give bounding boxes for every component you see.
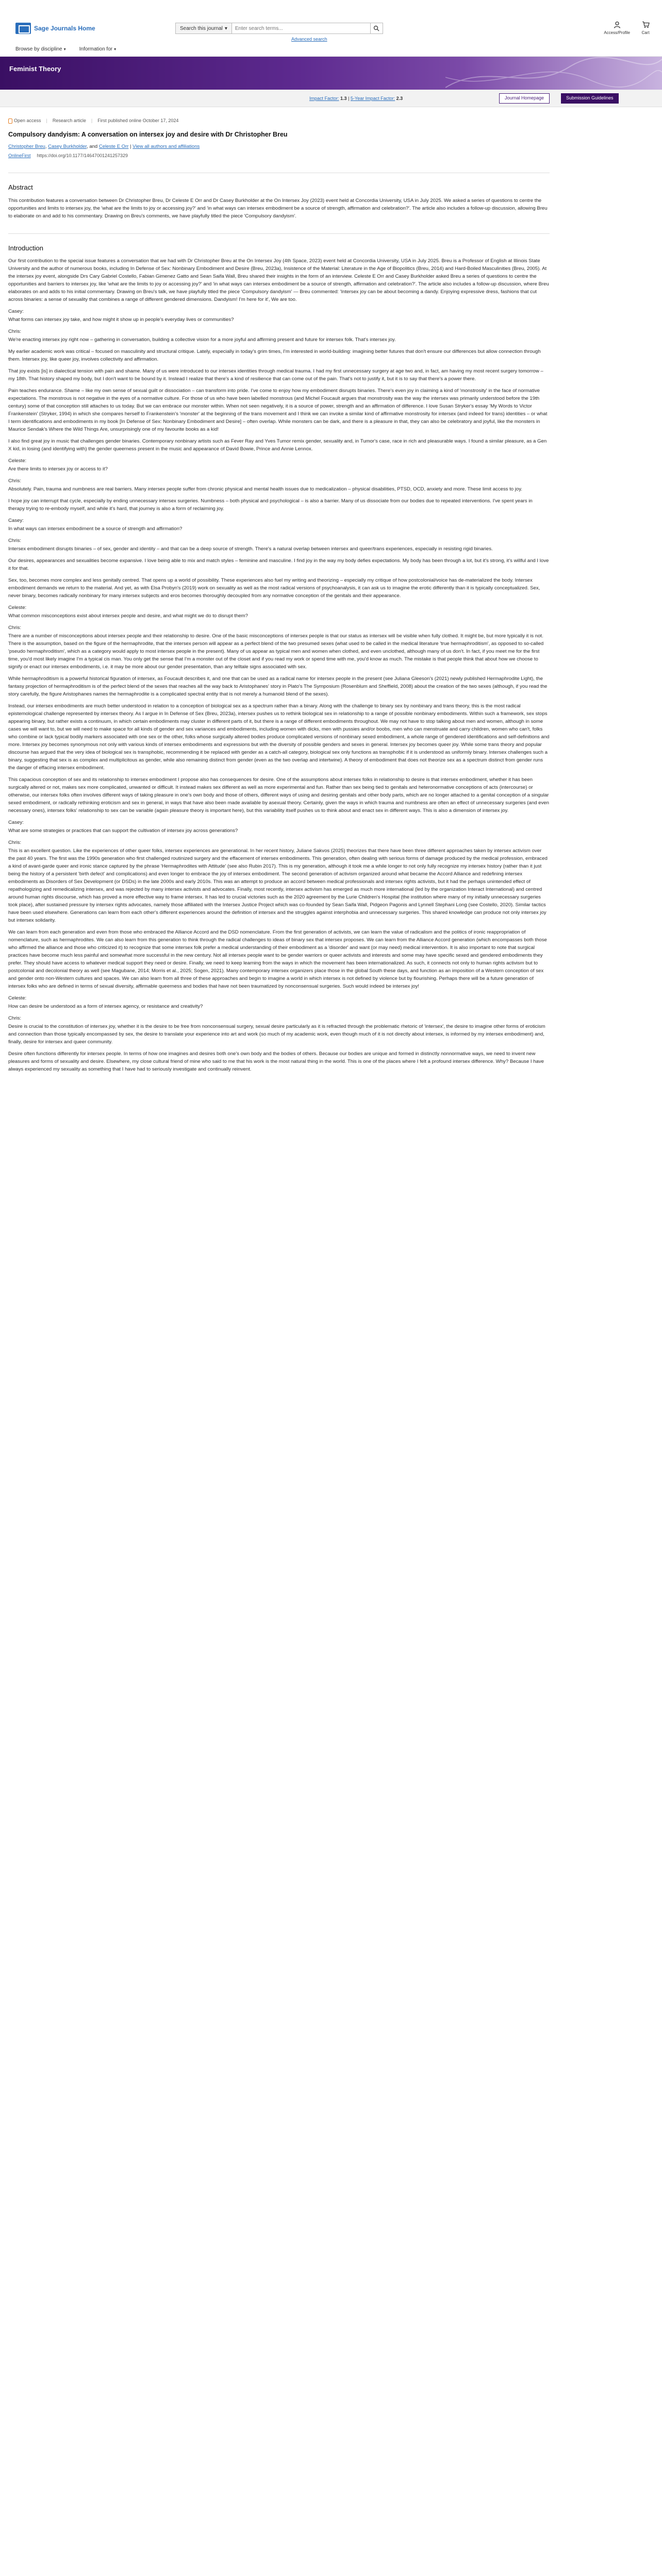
banner-decoration bbox=[445, 57, 662, 90]
cart-icon bbox=[641, 21, 650, 29]
conversation-paragraph: There are a number of misconceptions about intersex people and their relationship to desire. One of the basic misconceptions of intersex people is that our status as intersex will be visible when fully clothed. It might be, but more typically it is not. There is the assumption, based on the figure of the hermaphrodite, that the intersex person will appear as a perfect blend of the two presumed sexes (what used to be called in the medical literature 'true hermaphroditism', as opposed to so-called 'pseudo hermaphroditism', which as a category would apply to most intersex people in the present). Many of us appear as typical men and women when clothed, and even unclothed, although many of us don't. In fact, if you meet me for the first time, you'd most likely imagine I'm a typical cis man. You only get the sense that I'm a monster out of the closet and if you read my work or spend time with me, you'd know as much. The mistake is that people think that about how we choose to signify or enact our intersex embodiments, i.e. it may be more about our gender presentation, than any telltale signs associated with sex. bbox=[8, 633, 544, 670]
conversation-paragraph: Pain teaches endurance. Shame – like my own sense of sexual guilt or dissociation – can transform into pride. I've come to enjoy how my embodiment disrupts binaries. There's even joy in claiming a kind of 'monstrosity' in the face of normative expectations. The monstrous is not negative in the eyes of a normative culture. For those of us who have been labelled monstrous (and Michel Foucault argues that monstrosity was the way the intersex was primarily understood before the 19th century) some of that conception still attaches to us today. But we can embrace our monster within. When not seen negatively, it is a source of power, strength and an affirmation of difference. I love Susan Stryker's essay 'My Words to Victor Frankenstein' (Stryker, 1994) in which she compares herself to Frankenstein's 'monster' at the beginning of the trans movement and I think we can invoke a similar kind of affirmative monstrosity for intersex (and indeed for trans) identities – or what I term identifications and embodiments in my book [In Defense of Sex: Nonbinary Embodiment and Desire] – often overlap. While monsters can be dark, and there is a pleasure in that, they can also be celebratory and joyful, like the monsters in Maurice Sendak's Where the Wild Things Are, unsurprisingly one of my favourite books as a kid! bbox=[8, 388, 548, 432]
speaker-label: Casey: bbox=[8, 820, 24, 825]
conversation-paragraph: I also find great joy in music that challenges gender binaries. Contemporary nonbinary artists such as Fever Ray and Yves Tumor remix gender, sexuality and, in Tumor's case, race in rich and pleasurable ways. I found a similar pleasure, as a Gen X kid, in losing (and identifying with) the gender queerness present in the music and appearance of David Bowie, Prince and Annie Lennox. bbox=[8, 438, 547, 452]
impact-factor-label[interactable]: Impact Factor: bbox=[309, 96, 339, 101]
user-icon bbox=[613, 21, 621, 29]
conversation-paragraph: We can learn from each generation and even from those who embraced the Alliance Accord and the DSD nomenclature. From the first generation of activists, we can learn the value of radicalism and the politics of ironic reappropriation of nomenclature, such as hermaphrodites. We can also learn from this generation to think through the radical challenges to ideas of binary sex that intersex proposes. We can learn from the Alliance Accord generation (which encompasses both those who affirmed the alliance and those who criticized it) to recognize that some intersex folk prefer a medical understanding of their embodiment as a 'disorder' and want (or may need) medical intervention. It is also important to note that surgical practices have become much less painful and somewhat more successful in the new century. Not all intersex people want to be gender warriors or queer activists and interests and some may have specific sexed and gendered embodiments they prefer. They should have access to whatever medical support they need or desire. Finally, we need to keep learning from the ways in which the movement has been internationalized. As such, it connects not only to human rights activism but to postcolonial and decolonial theory as well (see Magubane, 2014; Morris et al., 2025; Sogen, 2021). Many contemporary intersex organizers place those in the global South these days, and function as an imposition of a Western conception of sex and gender onto non-Western cultures and spaces. We can also learn from all three of these approaches and begin to imagine a world in which intersex is not defined by violence but by flourishing. Perhaps there will be a future generation of intersex folks who are defined in terms of sexual diversity, affirmable queerness and bodies that have not been traumatized by nonconsensual surgeries. Such would indeed be intersex joy! bbox=[8, 929, 547, 989]
advanced-search-link[interactable]: Advanced search bbox=[291, 37, 327, 42]
author-link[interactable]: Casey Burkholder bbox=[48, 144, 87, 150]
search-scope-select[interactable] bbox=[175, 23, 231, 34]
conversation-paragraph: I hope joy can interrupt that cycle, especially by ending unnecessary intersex surgeries. Numbness – both physical and psychological – is also a barrier. Many of us dissociate from our bodies due to repeated interventions. I've spent years in therapy trying to re-embody myself, and while it's hard, that journey is also a form of reclaiming joy. bbox=[8, 498, 533, 512]
conversation-paragraph: While hermaphroditism is a powerful historical figuration of intersex, as Foucault describes it, and one that can be used as a radical name for intersex people in the present (see Juliana Gleeson's (2021) newly published Hermaphrodite Light), the fantasy projection of hermaphroditism is of the perfect blend of the sexes that reaches all the way back to Aristophanes' story in Plato's The Symposium (Rosenblum and Sheffield, 2008) about the creation of the two sexes (although, if you read the story carefully, the figure Aristophanes names the hermaphrodite is a complicated spectral entity that is not merely a humanoid blend of the sexes). bbox=[8, 676, 548, 697]
open-access-badge: Open access bbox=[8, 117, 41, 125]
conversation-paragraph: Sex, too, becomes more complex and less genitally centred. That opens up a world of possibility. These experiences also fuel my writing and theorizing – especially my critique of how postcolonial/voice has de-materialized the body. Intersex embodiment demands we return to the material. And yet, as with Elsa Probyn's (2019) work on sexuality as well as the most radical versions of psychoanalysis, it can ask us to imagine the erotic differently than it is typically conceptualized. Sex, never binary, becomes radically nonbinary for many intersex subjects and eros becomes thoroughly decoupled from any normative conception of the genitals and their appearance. bbox=[8, 578, 540, 599]
conversation-paragraph: What common misconceptions exist about intersex people and desire, and what might we do to disrupt them? bbox=[8, 613, 249, 619]
conversation-paragraph: Are there limits to intersex joy or access to it? bbox=[8, 466, 108, 472]
chevron-down-icon: ▾ bbox=[224, 25, 227, 31]
published-date: First published online October 17, 2024 bbox=[97, 118, 179, 123]
logo-text: Sage Journals Home bbox=[34, 25, 95, 32]
speaker-label: Chris: bbox=[8, 625, 22, 631]
speaker-label: Celeste: bbox=[8, 995, 27, 1001]
doi-line bbox=[8, 152, 550, 160]
five-year-impact-value: 2.3 bbox=[396, 96, 403, 101]
abstract-section bbox=[8, 182, 550, 220]
conversation-paragraph: What forms can intersex joy take, and how might it show up in people's everyday lives or communities? bbox=[8, 317, 234, 323]
author-link[interactable]: Celeste E Orr bbox=[98, 144, 129, 150]
conversation-paragraph: That joy exists [is] in dialectical tension with pain and shame. Many of us were introduced to our intersex identities through medical trauma. I had my first unnecessary surgery at age two and, in fact, am having my most recent surgery tomorrow – my 18th. That history shaped my body, but I don't want to be bound by it. Instead I realize that there's a kind of resilience that can come out of the pain. That's not to justify it, but it is to say that there's a power there. bbox=[8, 368, 543, 382]
search-input[interactable] bbox=[231, 23, 371, 34]
access-profile-label: Access/Profile bbox=[604, 30, 630, 35]
doi-label[interactable]: OnlineFirst bbox=[8, 152, 31, 158]
logo-icon bbox=[15, 23, 31, 34]
conversation-paragraph: Our desires, appearances and sexualities become expansive. I love being able to mix and match styles – feminine and masculine. I find joy in the way my body defies expectations. My body has been through a lot, but it's strong, it's willful and I love it for that. bbox=[8, 558, 549, 571]
journal-metrics-bar bbox=[0, 90, 662, 107]
author-link[interactable]: Christopher Breu bbox=[8, 144, 45, 150]
conversation bbox=[8, 308, 550, 1073]
conversation-paragraph: What are some strategies or practices that can support the cultivation of intersex joy across generations? bbox=[8, 828, 238, 834]
conversation-paragraph: This is an excellent question. Like the experiences of other queer folks, intersex experiences are generational. In her recent history, Juliane Sakvos (2025) theorizes that there have been three different approaches taken by intersex activism over the past 40 years. The first was the 1990s generation who first challenged routinized surgery and the effacement of intersex embodiments. This generation, often dealing with serious forms of damage produced by the medical profession, embraced a kind of avant-garde queer and ironic stance captured by the phrase 'Hermaphrodites with Attitude' (see also Rubin 2017). This is my generation, although it took me a while longer to not only fully recognize my intersex history (rather than it just being the history of a persistent 'birth defect' and complications) and even longer to embrace the joy of intersex embodiment. The second generation of activism organized around what became the Accord Alliance and redefining intersex embodiments as Disorders of Sex Development (or DSDs) in the late 2000s and early 2010s. This was an attempt to produce an accord between medical professionals and intersex rights activists, but it had the perhaps unintended effect of repathologizing and remedicalizing intersex, and was rejected by many intersex activists and advocates. Finally, most recently, intersex activism has emerged as much more international (led by the organization Interact International) and centred around human rights discourse, which has proved a more effective way to frame intersex. It has led to crucial victories such as the 2020 agreement by the Lurie Children's Hospital (the institution where many of my initially unnecessary surgeries took place), after sustained pressure by intersex rights advocates, namely those affiliated with the Intersex Justice Project which was co-founded by Sean Saifa Wall, Pidgeon Pagonis and Lynnell Stephani Long (see Costello, 2020). Similar tactics have been used elsewhere. Generations can learn from each other's different experiences around the definition of intersex and the struggles against interphobia and unnecessary surgeries. This shared knowledge can produce not only intersex joy but intersex solidarity. bbox=[8, 848, 548, 923]
impact-factor: Impact Factor: 1.3 | 5-Year Impact Factor: 2.3 bbox=[309, 96, 403, 101]
speaker-label: Chris: bbox=[8, 329, 22, 334]
view-all-authors-link[interactable]: View all authors and affiliations bbox=[133, 144, 200, 150]
search-bar bbox=[175, 23, 383, 34]
search-icon bbox=[373, 25, 379, 31]
speaker-label: Chris: bbox=[8, 1015, 22, 1021]
conversation-paragraph: Desire often functions differently for intersex people. In terms of how one imagines and desires both one's own body and the bodies of others. Because our bodies are unique and formed in distinctly nonnormative ways, we need to invent new pleasures and forms of sexuality and desire. Elsewhere, my close cultural friend of mine who said to me that his work is the most natural thing in the world. This is one of the places where I felt a profound intersex difference. Why? Because I have always experienced my sexuality as something that I have had to seriously investigate and continually reinvent. bbox=[8, 1051, 544, 1072]
article-body bbox=[8, 111, 550, 1077]
doi-value[interactable]: https://doi.org/10.1177/14647001241257329 bbox=[37, 152, 128, 158]
access-profile-button[interactable] bbox=[604, 21, 630, 36]
nav-item-information[interactable]: Information for ▾ bbox=[79, 46, 117, 52]
abstract-text: This contribution features a conversation between Dr Christopher Breu, Dr Celeste E Orr and Dr Casey Burkholder at the On Intersex Joy (2023) event held at Concordia University, USA in July 2025. We asked a series of questions to centre the opportunities and limits to intersex joy, the 'what are the limits to joy or accessing joy?' and 'in what ways can intersex embodiment be a source of strength, affirmation and celebration?'. The article also includes a follow-up discussion, allowing Breu to elaborate on and add to his commentary. Drawing on Breu's comments, we have playfully titled the piece 'Compulsory dandyism'. bbox=[8, 197, 548, 219]
speaker-label: Casey: bbox=[8, 309, 24, 314]
search-button[interactable] bbox=[371, 23, 383, 34]
introduction-section bbox=[8, 243, 550, 1074]
main-nav bbox=[15, 45, 116, 53]
nav-item-browse[interactable]: Browse by discipline ▾ bbox=[15, 46, 66, 52]
speaker-label: Chris: bbox=[8, 538, 22, 544]
site-logo[interactable] bbox=[15, 23, 95, 34]
conversation-paragraph: Desire is crucial to the constitution of intersex joy, whether it is the desire to be free from nonconsensual surgery, sexual desire particularly as it is refracted through the problematic rhetoric of 'intersex', the desire to imagine other forms of eroticism and connection than those typically encompassed by sex, the desire to translate your experience into art and work (so much of my academic work, even though much of it is not directly about intersex, is informed by my intersex embodiment) and, finally, desire for intersex and queer community. bbox=[8, 1024, 545, 1045]
journal-homepage-button[interactable]: Journal Homepage bbox=[499, 93, 550, 104]
impact-factor-value: 1.3 bbox=[340, 96, 347, 101]
introduction-heading: Introduction bbox=[8, 244, 43, 252]
speaker-label: Celeste: bbox=[8, 605, 27, 611]
abstract-heading: Abstract bbox=[8, 183, 33, 191]
article-title: Compulsory dandyism: A conversation on intersex joy and desire with Dr Christopher Breu bbox=[8, 130, 288, 138]
conversation-paragraph: Instead, our intersex embodiments are much better understood in relation to a conception of biological sex as a spectrum rather than a binary. Along with the challenge to binary sex by nonbinary and trans theory, this is the most radical epistemological challenge represented by intersex theory. As I argue in In Defense of Sex (Breu, 2023a), intersex pushes us to rethink biological sex in relationship to a range of possible nonbinary embodiments. Within such a framework, sex stops appearing binary, but rather exists a continuum, in which certain embodiments may cluster in different parts of it, but there is a range of different embodiments throughout. We may not have to stop talking about men and women, although in some cases we will want to, but we will need to make space for all kinds of gender and sex variances and embodiments, including women with dicks, men with pussies and/or boobs, men who can menstruate and carry children, women who can't, folks who combine or lack typical bodily markers associated with one sex or the other, folks whose surgically altered bodies produce complicated versions of nonbinary sexed embodiment, a whole range of gendered identifications and self-definitions and more. Intersex joy becomes synonymous not only with various kinds of intersex embodiments and expressions but with the diversity of possible genders and sexes in general. Intersex joy becomes queer joy. While some trans theory and popular discourse has argued that the very idea of biological sex is transphobic, recommending it be replaced with gender as a catch-all category, biological sex only functions as transphobic if it is understood as uniformly binary. Intersex challenges such a binary, suggesting that sex is as complex and multiplicitous as gender, while also remaining distinct from gender (even as the two overlap and intertwine). A theory of embodiment that does not theorize sex as a spectrum distinct from gender runs the danger of effacing intersex embodiment. bbox=[8, 703, 550, 771]
search-scope-label: Search this journal bbox=[180, 25, 223, 31]
chevron-down-icon: ▾ bbox=[114, 47, 117, 52]
speaker-label: Casey: bbox=[8, 518, 24, 523]
header-actions bbox=[604, 21, 650, 36]
chevron-down-icon: ▾ bbox=[63, 47, 66, 52]
site-header bbox=[0, 0, 662, 57]
open-lock-icon bbox=[8, 118, 12, 124]
journal-banner bbox=[0, 57, 662, 90]
speaker-label: Chris: bbox=[8, 478, 22, 484]
author-list: Christopher Breu, Casey Burkholder, and Celeste E Orr | View all authors and affiliations bbox=[8, 144, 200, 150]
section-divider bbox=[8, 233, 550, 234]
introduction-paragraph: Our first contribution to the special issue features a conversation that we had with Dr Christopher Breu at the On Intersex Joy (4th Space, 2023) event held at Concordia University, USA in July 2025. Breu is a Professor of English at Illinois State University and the author of numerous books, including In Defense of Sex: Nonbinary Embodiment and Desire (Breu, 2023a), Insistence of the Material: Literature in the Age of Biopolitics (Breu, 2014) and Hard-Boiled Masculinities (Breu, 2005). At the intersex joy event, alongside Drs Cary Gabriel Costello, Fabian Gimenez Gatto and Sean Saifa Wall, Breu shared their insights in the form of an interview. Celeste E Orr and Casey Burkholder asked Breu a series of questions to centre the opportunities and barriers to intersex joy, like 'what are the limits to joy or accessing joy?' and 'in what ways can intersex embodiment be a source of strength, affirmation and celebration?'. The article also includes a follow-up discussion, where Breu elaborates on and adds to his initial commentary. Drawing on Breu's talk, we have playfully titled the piece 'Compulsory dandyism' — Breu commented: 'Intersex joy can be about becoming a dandy. Enjoying expressive dress, fashions that cut across binaries: a sense of sexuality that combines a range of different gendered dimensions. Dandyism! I'm here for it', We are too. bbox=[8, 258, 549, 302]
conversation-paragraph: We're enacting intersex joy right now – gathering in conversation, building a collective vision for a more joyful and affirming present and future for intersex folk. That's intersex joy. bbox=[8, 337, 396, 343]
author-list-separator: | bbox=[130, 144, 133, 150]
conversation-paragraph: Intersex embodiment disrupts binaries – of sex, gender and identity – and that can be a deep source of strength. There's a natural overlap between intersex and queer/trans experiences, especially in resisting rigid binaries. bbox=[8, 546, 493, 552]
conversation-paragraph: This capacious conception of sex and its relationship to intersex embodiment I propose also has consequences for desire. One of the assumptions about intersex folks in relationship to desire is that intersex embodiment, whether it has been surgically altered or not, makes sex more complicated, unwanted or difficult. It instead makes sex different as well as more experimental and fun. Rather than sex being tied to genitals and heteronormative conceptions of acts (intercourse) or otherwise, our intersex folks often involves different ways of taking pleasure in one's own body and those of others, different ways of using and desiring genitals and other body parts, which are no longer attached to a genital conception of a singular sexed embodiment, or radically rethinking eroticism and sex in general, in ways that have also been made available by asexual theory. Certainly, given the ways in which trauma and numbness are often an effect of unnecessary surgeries (and even necessary ones), intersex folks' relationship to sex can be variable (again pleasure theory is important here), but this variability itself pushes us to think about and enact sex in different ways. This is also a dimension of intersex joy. bbox=[8, 777, 549, 814]
cart-button[interactable] bbox=[641, 21, 650, 36]
five-year-impact-label[interactable]: 5-Year Impact Factor: bbox=[350, 96, 395, 101]
article-meta: Open access | Research article | First published online October 17, 2024 bbox=[8, 117, 550, 125]
conversation-paragraph: Absolutely. Pain, trauma and numbness are real barriers. Many intersex people suffer from chronic physical and mental health issues due to medicalization – physical disabilities, PTSD, OCD, anxiety and more. These limit access to joy. bbox=[8, 486, 522, 492]
speaker-label: Chris: bbox=[8, 840, 22, 845]
conversation-paragraph: My earlier academic work was critical – focused on masculinity and structural critique. Lately, especially in today's grim times, I'm interested in world-building: imagining better futures that don't ensure our differences but allow connection through them. Intersex joy, like queer joy, involves collectivity and affirmation. bbox=[8, 349, 541, 362]
speaker-label: Celeste: bbox=[8, 458, 27, 464]
cart-label: Cart bbox=[641, 30, 650, 35]
article-type: Research article bbox=[52, 118, 86, 123]
conversation-paragraph: In what ways can intersex embodiment be a source of strength and affirmation? bbox=[8, 526, 183, 532]
journal-title[interactable]: Feminist Theory bbox=[9, 65, 61, 73]
submission-guidelines-button[interactable]: Submission Guidelines bbox=[561, 93, 619, 104]
conversation-paragraph: How can desire be understood as a form of intersex agency, or resistance and creativity? bbox=[8, 1004, 203, 1009]
